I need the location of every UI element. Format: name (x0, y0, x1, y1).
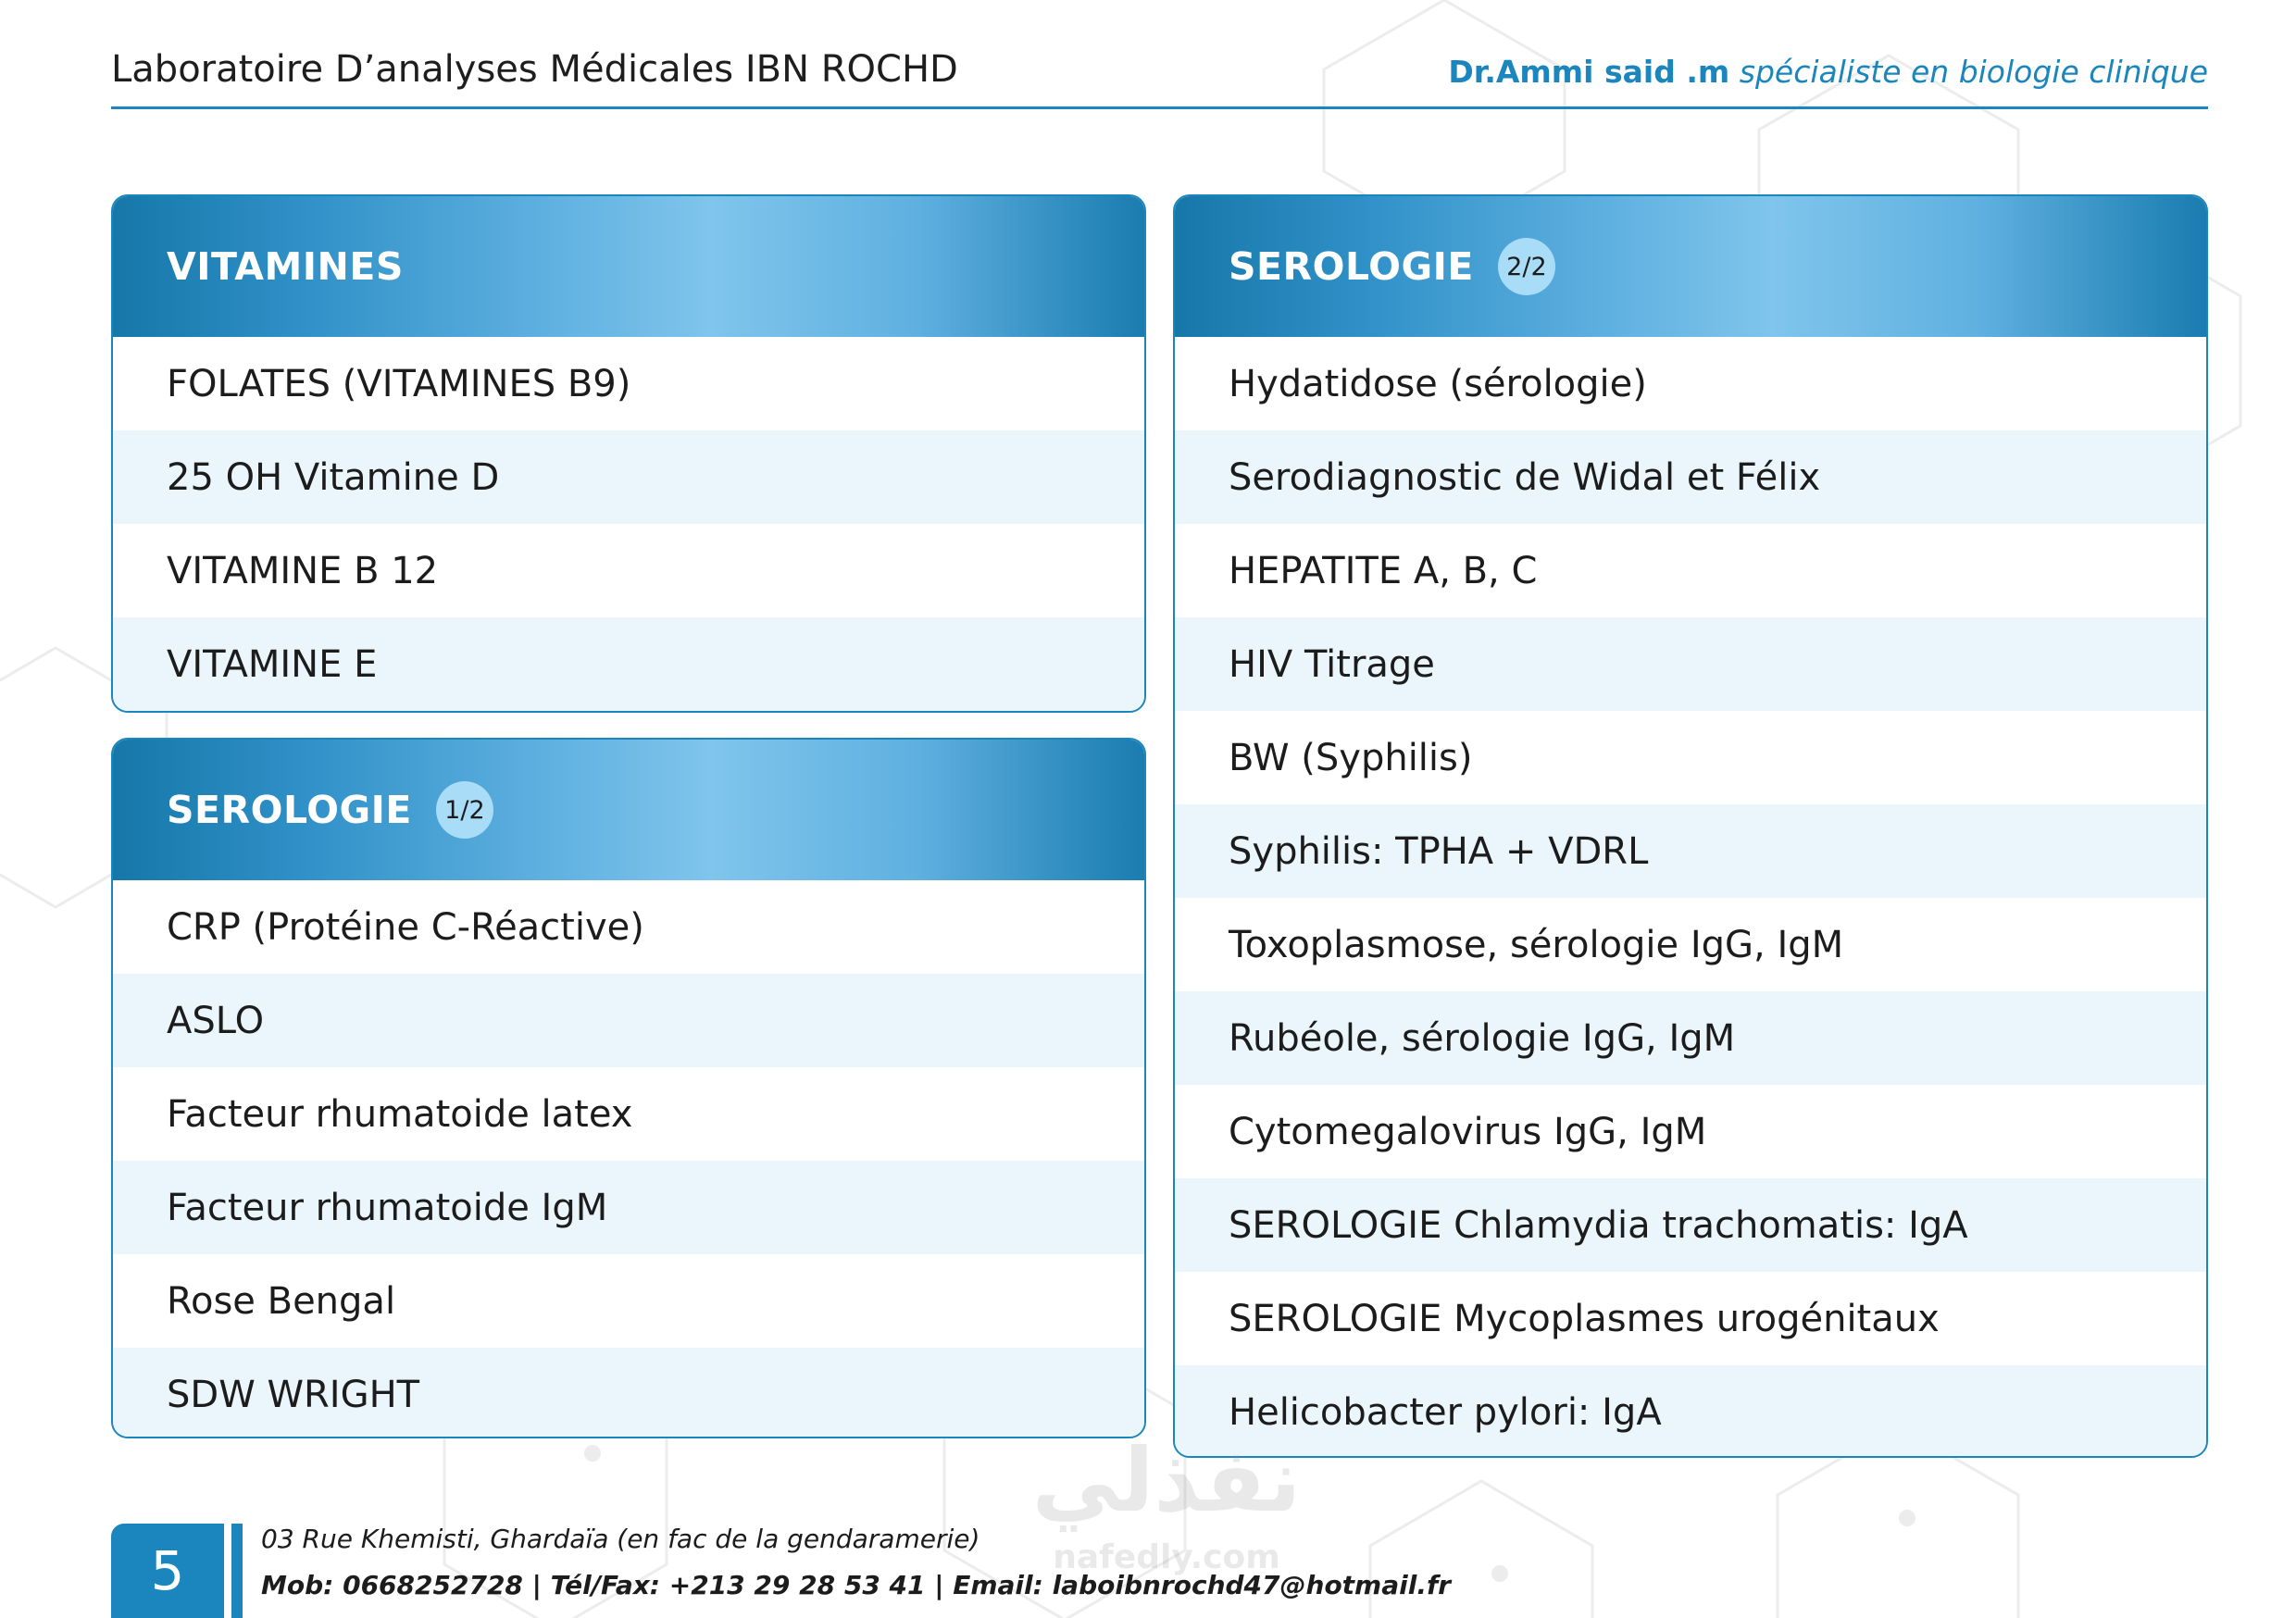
footer-divider (231, 1524, 243, 1618)
page-badge: 1/2 (436, 781, 493, 839)
doctor-name: Dr.Ammi said .m (1448, 54, 1730, 90)
list-item: VITAMINE B 12 (167, 549, 439, 592)
list-item: Rubéole, sérologie IgG, IgM (1175, 991, 2206, 1085)
list-item: CRP (Protéine C-Réactive) (167, 905, 644, 949)
list-item: Hydatidose (sérologie) (1229, 362, 1647, 405)
doctor-title: spécialiste en biologie clinique (1739, 54, 2208, 90)
list-item: Serodiagnostic de Widal et Félix (1175, 430, 2206, 524)
doctor-signature (1448, 54, 2208, 90)
card-header (1175, 196, 2206, 337)
watermark-text-latin: nafedly.com (1053, 1538, 1280, 1576)
list-item: 25 OH Vitamine D (113, 430, 1144, 524)
card-header (113, 196, 1144, 337)
list-item: SEROLOGIE Mycoplasmes urogénitaux (1229, 1297, 1940, 1340)
list-item: VITAMINE E (113, 617, 1144, 711)
card-title: SEROLOGIE (1229, 244, 1474, 289)
serologie-card-2 (1173, 194, 2208, 1458)
list-item: ASLO (113, 974, 1144, 1067)
list-item: SEROLOGIE Chlamydia trachomatis: IgA (1175, 1178, 2206, 1272)
lab-name: Laboratoire D’analyses Médicales IBN ROCHD (111, 48, 958, 91)
list-item: Rose Bengal (167, 1279, 396, 1323)
header-divider (111, 106, 2208, 109)
list-item: Syphilis: TPHA + VDRL (1175, 804, 2206, 898)
list-item: Helicobacter pylori: IgA (1175, 1365, 2206, 1458)
vitamines-card (111, 194, 1146, 713)
serologie-card-1 (111, 738, 1146, 1438)
list-item: FOLATES (VITAMINES B9) (167, 362, 631, 405)
watermark-logo (1009, 1421, 1324, 1606)
watermark-text-arabic: نفذلي (1031, 1430, 1302, 1532)
list-item: BW (Syphilis) (1229, 736, 1473, 779)
footer-address: 03 Rue Khemisti, Ghardaïa (en fac de la gendaramerie) (261, 1524, 980, 1554)
card-title: SEROLOGIE (167, 788, 412, 832)
list-item: Facteur rhumatoide latex (167, 1092, 633, 1136)
list-item: HEPATITE A, B, C (1229, 549, 1538, 592)
list-item: Toxoplasmose, sérologie IgG, IgM (1229, 923, 1844, 966)
list-item: HIV Titrage (1175, 617, 2206, 711)
page-number: 5 (111, 1524, 224, 1618)
card-title: VITAMINES (167, 244, 404, 289)
list-item: Cytomegalovirus IgG, IgM (1229, 1110, 1707, 1153)
list-item: SDW WRIGHT (113, 1348, 1144, 1438)
list-item: Facteur rhumatoide IgM (113, 1161, 1144, 1254)
page-badge: 2/2 (1498, 238, 1555, 295)
card-header (113, 740, 1144, 880)
footer-contact-line: Mob: 0668252728 | Tél/Fax: +213 29 28 53 41 | Email: laboibnrochd47@hotmail.fr (261, 1570, 1451, 1600)
